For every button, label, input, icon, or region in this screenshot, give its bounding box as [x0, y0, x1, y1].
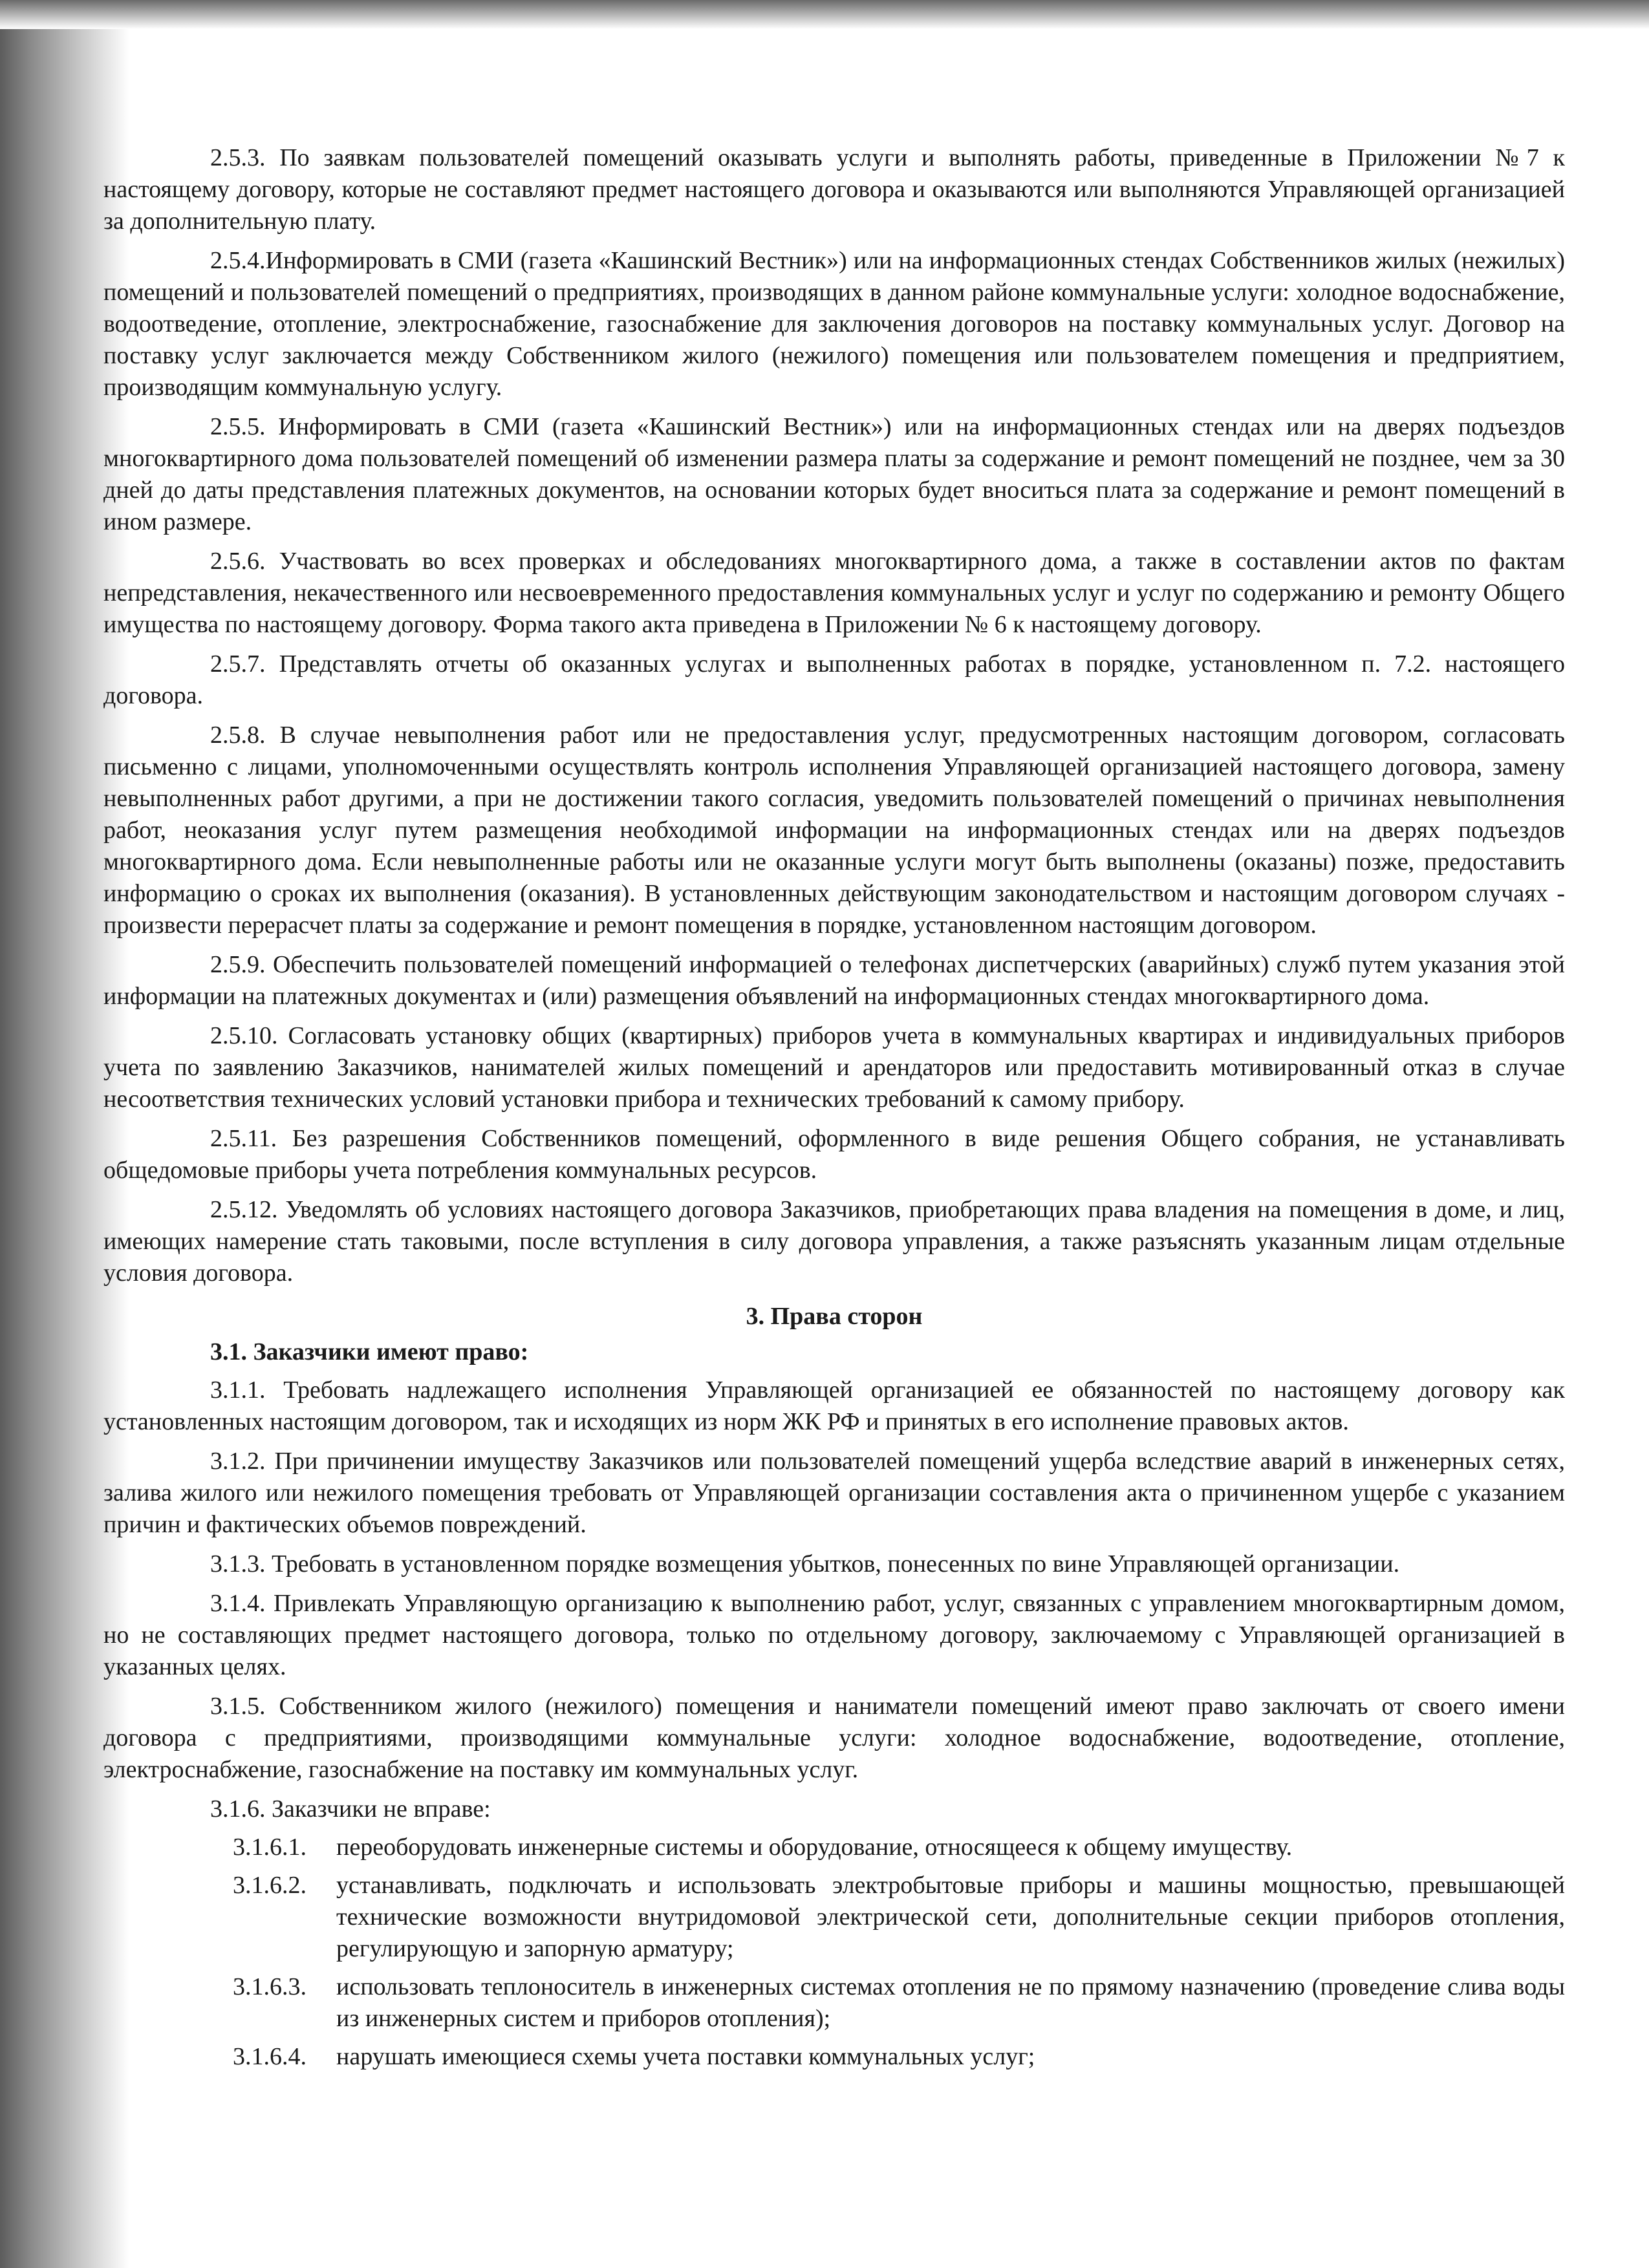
list-item-number: 3.1.6.4.	[233, 2043, 307, 2070]
list-item-number: 3.1.6.1.	[233, 1834, 307, 1861]
list-item-number: 3.1.6.2.	[233, 1872, 307, 1899]
list-item-text: нарушать имеющиеся схемы учета поставки коммунальных услуг;	[336, 2043, 1035, 2070]
list-item-text: устанавливать, подключать и использовать электробытовые приборы и машины мощностью, превышающей технические возможности внутридомовой электрической сети, дополнительные секции приборов отопления, регулирующую и запорную арматуру;	[336, 1872, 1565, 1962]
paragraph-2-5-10: 2.5.10. Согласовать установку общих (квартирных) приборов учета в коммунальных квартирах и индивидуальных приборов учета по заявлению Заказчиков, нанимателей жилых помещений и арендаторов или предоставить мотивированный отказ в случае несоответствия технических условий установки прибора и технических требований к самому прибору.	[103, 1022, 1565, 1113]
paragraph-3-1-4: 3.1.4. Привлекать Управляющую организацию к выполнению работ, услуг, связанных с управлением многоквартирным домом, но не составляющих предмет настоящего договора, только по отдельному договору, заключаемому с Управляющей организацией в указанных целях.	[103, 1590, 1565, 1680]
subsection-title: 3.1. Заказчики имеют право:	[210, 1338, 529, 1365]
section-title: 3. Права сторон	[746, 1303, 923, 1330]
paragraph-3-1-3: 3.1.3. Требовать в установленном порядке возмещения убытков, понесенных по вине Управляющей организации.	[210, 1550, 1400, 1578]
paragraph-3-1-2: 3.1.2. При причинении имуществу Заказчиков или пользователей помещений ущерба вследствие аварий в инженерных сетях, залива жилого или нежилого помещения требовать от Управляющей организации составления акта о причиненном ущербе с указанием причин и фактических объемов повреждений.	[103, 1448, 1565, 1538]
paragraph-2-5-6: 2.5.6. Участвовать во всех проверках и обследованиях многоквартирного дома, а также в составлении актов по фактам непредставления, некачественного или несвоевременного предоставления коммунальных услуг и услуг по содержанию и ремонту Общего имущества по настоящему договору. Форма такого акта приведена в Приложении № 6 к настоящему договору.	[103, 548, 1565, 638]
paragraph-2-5-5: 2.5.5. Информировать в СМИ (газета «Кашинский Вестник») или на информационных стендах или на дверях подъездов многоквартирного дома пользователей помещений об изменении размера платы за содержание и ремонт помещений не позднее, чем за 30 дней до даты представления платежных документов, на основании которых будет вноситься плата за содержание и ремонт помещений в ином размере.	[103, 413, 1565, 535]
paragraph-2-5-8: 2.5.8. В случае невыполнения работ или не предоставления услуг, предусмотренных настоящим договором, согласовать письменно с лицами, уполномоченными осуществлять контроль исполнения Управляющей организацией настоящего договора, замену невыполненных работ другими, а при не достижении такого согласия, уведомить пользователей помещений о причинах невыполнения работ, неоказания услуг путем размещения необходимой информации на информационных стендах или на дверях подъездов многоквартирного дома. Если невыполненные работы или не оказанные услуги могут быть выполнены (оказаны) позже, предоставить информацию о сроках их выполнения (оказания). В установленных действующим законодательством и настоящим договором случаях - произвести перерасчет платы за содержание и ремонт помещения в порядке, установленном настоящим договором.	[103, 722, 1565, 939]
paragraph-2-5-11: 2.5.11. Без разрешения Собственников помещений, оформленного в виде решения Общего собрания, не устанавливать общедомовые приборы учета потребления коммунальных ресурсов.	[103, 1125, 1565, 1184]
list-item	[233, 1971, 1565, 2035]
list-item-text: использовать теплоноситель в инженерных системах отопления не по прямому назначению (проведение слива воды из инженерных систем и приборов отопления);	[336, 1973, 1565, 2032]
paragraph-2-5-4: 2.5.4.Информировать в СМИ (газета «Кашинский Вестник») или на информационных стендах Собственников жилых (нежилых) помещений и пользователей помещений о предприятиях, производящих в данном районе коммунальные услуги: холодное водоснабжение, водоотведение, отопление, электроснабжение, газоснабжение для заключения договоров на поставку коммунальных услуг. Договор на поставку услуг заключается между Собственником жилого (нежилого) помещения или пользователем помещения и предприятием, производящим коммунальную услугу.	[103, 247, 1565, 401]
list-item	[233, 1870, 1565, 1965]
list-item	[233, 1832, 1565, 1863]
list-item	[233, 2041, 1565, 2073]
paragraph-2-5-3: 2.5.3. По заявкам пользователей помещений оказывать услуги и выполнять работы, приведенные в Приложении №7 к настоящему договору, которые не составляют предмет настоящего договора и оказываются или выполняются Управляющей организацией за дополнительную плату.	[103, 144, 1565, 235]
document-page	[103, 142, 1565, 2079]
list-item-text: переоборудовать инженерные системы и оборудование, относящееся к общему имуществу.	[336, 1834, 1293, 1861]
scan-top-edge	[0, 0, 1649, 29]
paragraph-3-1-5: 3.1.5. Собственником жилого (нежилого) помещения и наниматели помещений имеют право заключать от своего имени договора с предприятиями, производящими коммунальные услуги: холодное водоснабжение, водоотведение, отопление, электроснабжение, газоснабжение на поставку им коммунальных услуг.	[103, 1693, 1565, 1783]
list-item-number: 3.1.6.3.	[233, 1973, 307, 2000]
paragraph-3-1-6: 3.1.6. Заказчики не вправе:	[210, 1795, 491, 1823]
paragraph-2-5-12: 2.5.12. Уведомлять об условиях настоящего договора Заказчиков, приобретающих права владения на помещения в доме, и лиц, имеющих намерение стать таковыми, после вступления в силу договора управления, а также разъяснять указанным лицам отдельные условия договора.	[103, 1196, 1565, 1287]
paragraph-3-1-1: 3.1.1. Требовать надлежащего исполнения Управляющей организацией ее обязанностей по настоящему договору как установленных настоящим договором, так и исходящих из норм ЖК РФ и принятых в его исполнение правовых актов.	[103, 1376, 1565, 1435]
paragraph-2-5-7: 2.5.7. Представлять отчеты об оказанных услугах и выполненных работах в порядке, установленном п. 7.2. настоящего договора.	[103, 650, 1565, 709]
paragraph-2-5-9: 2.5.9. Обеспечить пользователей помещений информацией о телефонах диспетчерских (аварийных) служб путем указания этой информации на платежных документах и (или) размещения объявлений на информационных стендах многоквартирного дома.	[103, 951, 1565, 1010]
